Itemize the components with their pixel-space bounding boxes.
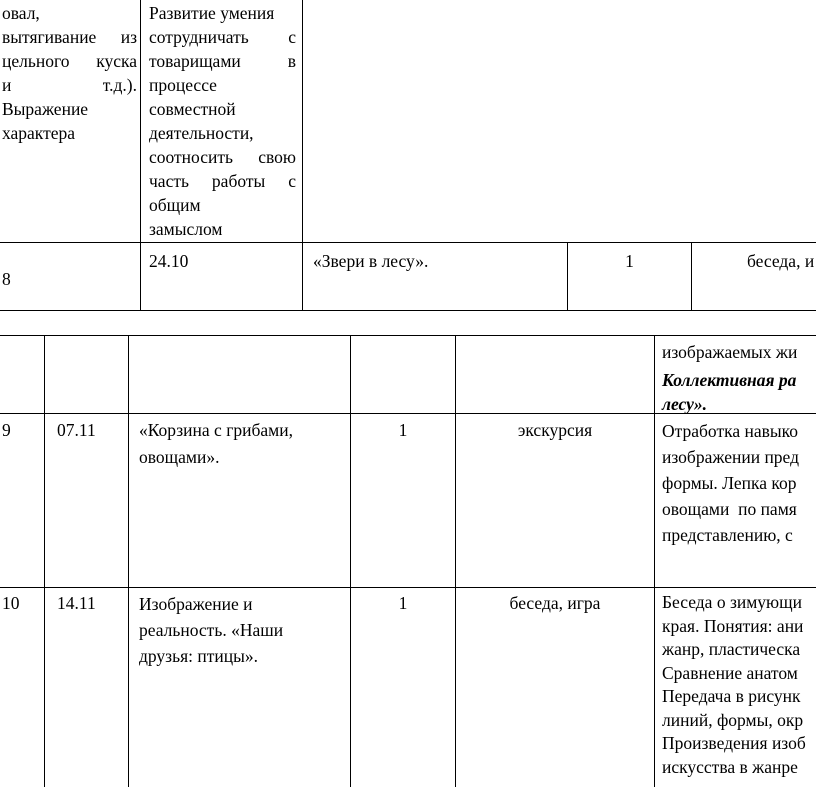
cell-t2-row10-desc [654, 587, 816, 787]
lesson-topic: «Звери в лесу». [313, 251, 429, 271]
row-number: 9 [2, 420, 11, 440]
cell-t1-row8-form [691, 242, 816, 311]
cell-t2-row10-form [455, 587, 655, 787]
lesson-topic-line: друзья: птицы». [139, 646, 258, 666]
cell-t1-row8-topic [302, 242, 568, 311]
description-line: формы. Лепка кор [662, 473, 797, 493]
description-line: изображении пред [662, 447, 800, 467]
cell-t2-cont-topic [128, 335, 351, 414]
cell-t2-row9-hours [350, 413, 456, 588]
t1-prev-col2-line: соотносить свою [149, 147, 296, 167]
description-line: представлению, с [662, 525, 793, 545]
t1-prev-col1-line: характера [2, 123, 76, 143]
row-number: 10 [2, 593, 20, 613]
description-line: Отработка навыко [662, 421, 798, 441]
cell-t2-row10-date [44, 587, 129, 787]
t1-prev-col2-line [149, 25, 296, 49]
description-line: искусства в жанре [662, 756, 798, 777]
cell-t2-cont-date [44, 335, 129, 414]
description-line: Произведения изоб [662, 733, 806, 753]
cell-t2-cont-form [455, 335, 655, 414]
description-line: жанр, пластическа [662, 639, 801, 659]
t1-prev-col2-word: в [287, 51, 296, 71]
description-line: Передача в рисунк [662, 686, 801, 706]
t1-prev-col2-word: товарищами [149, 51, 241, 71]
lesson-topic-line: Изображение и [139, 594, 253, 614]
description-line: лесу». [662, 394, 708, 414]
lesson-hours: 1 [398, 593, 408, 613]
t1-prev-col2-line: деятельности, [149, 123, 254, 143]
cell-t2-row9-topic [128, 413, 351, 588]
t1-prev-col2-line: общим [149, 195, 201, 215]
lesson-hours: 1 [625, 251, 634, 271]
t1-prev-col2-line: часть работы с [149, 171, 296, 191]
description-line: края. Понятия: ани [662, 615, 804, 636]
cell-t1-row8-date [140, 242, 303, 311]
cell-t2-cont-num [0, 335, 45, 414]
lesson-topic-line: овощами». [139, 447, 220, 467]
description-line: Сравнение анатом [662, 662, 798, 683]
t1-prev-col1-line: овал, [2, 3, 40, 23]
description-line: Коллективная ра [662, 370, 797, 390]
cell-t2-row9-date [44, 413, 129, 588]
lesson-topic-line: «Корзина с грибами, [139, 420, 293, 440]
lesson-hours: 1 [398, 420, 408, 440]
cell-t2-row9-num [0, 413, 45, 588]
lesson-form: экскурсия [517, 420, 593, 440]
cell-t2-cont-hours [350, 335, 456, 414]
cell-t1-row8-num [0, 242, 141, 311]
cell-t2-row10-num [0, 587, 45, 787]
cell-t1-row8-hours [567, 242, 692, 311]
t1-prev-col1-line: цельного куска [2, 51, 137, 71]
t1-prev-col1-line: вытягивание из [2, 27, 137, 47]
t1-prev-col1-line: Выражение [2, 99, 89, 119]
lesson-form: беседа, игра [509, 593, 601, 613]
cell-t1-prev-col2 [140, 0, 303, 243]
t1-prev-col1-word: и [2, 75, 12, 95]
cell-t2-cont-desc [654, 335, 816, 414]
row-number: 8 [2, 269, 11, 289]
t1-prev-col2-line: процессе [149, 75, 217, 95]
t1-prev-col2-line: замыслом [149, 219, 223, 239]
t1-prev-col2-line: совместной [149, 99, 236, 119]
lesson-date: 14.11 [57, 593, 96, 613]
cell-t2-row10-topic [128, 587, 351, 787]
description-line: линий, формы, окр [662, 709, 804, 730]
cell-t2-row9-desc [654, 413, 816, 588]
description-line: овощами по памя [662, 499, 797, 519]
cell-t1-prev-col1 [0, 0, 141, 243]
lesson-date: 24.10 [149, 251, 189, 271]
t1-prev-col2-line: Развитие умения [149, 3, 275, 23]
t1-prev-col2-word: сотрудничать [149, 27, 249, 47]
lesson-date: 07.11 [57, 420, 96, 440]
cell-t2-row10-hours [350, 587, 456, 787]
description-line: изображаемых жи [662, 342, 798, 362]
t1-prev-col2-word: с [288, 27, 296, 47]
t1-prev-col1-word: т.д.). [102, 75, 137, 95]
cell-t2-row9-form [455, 413, 655, 588]
t1-prev-col1-line [2, 73, 137, 97]
t1-prev-col2-line [149, 49, 296, 73]
description-line: Беседа о зимующи [662, 592, 802, 612]
lesson-form: беседа, и [747, 251, 815, 271]
lesson-topic-line: реальность. «Наши [139, 620, 284, 640]
